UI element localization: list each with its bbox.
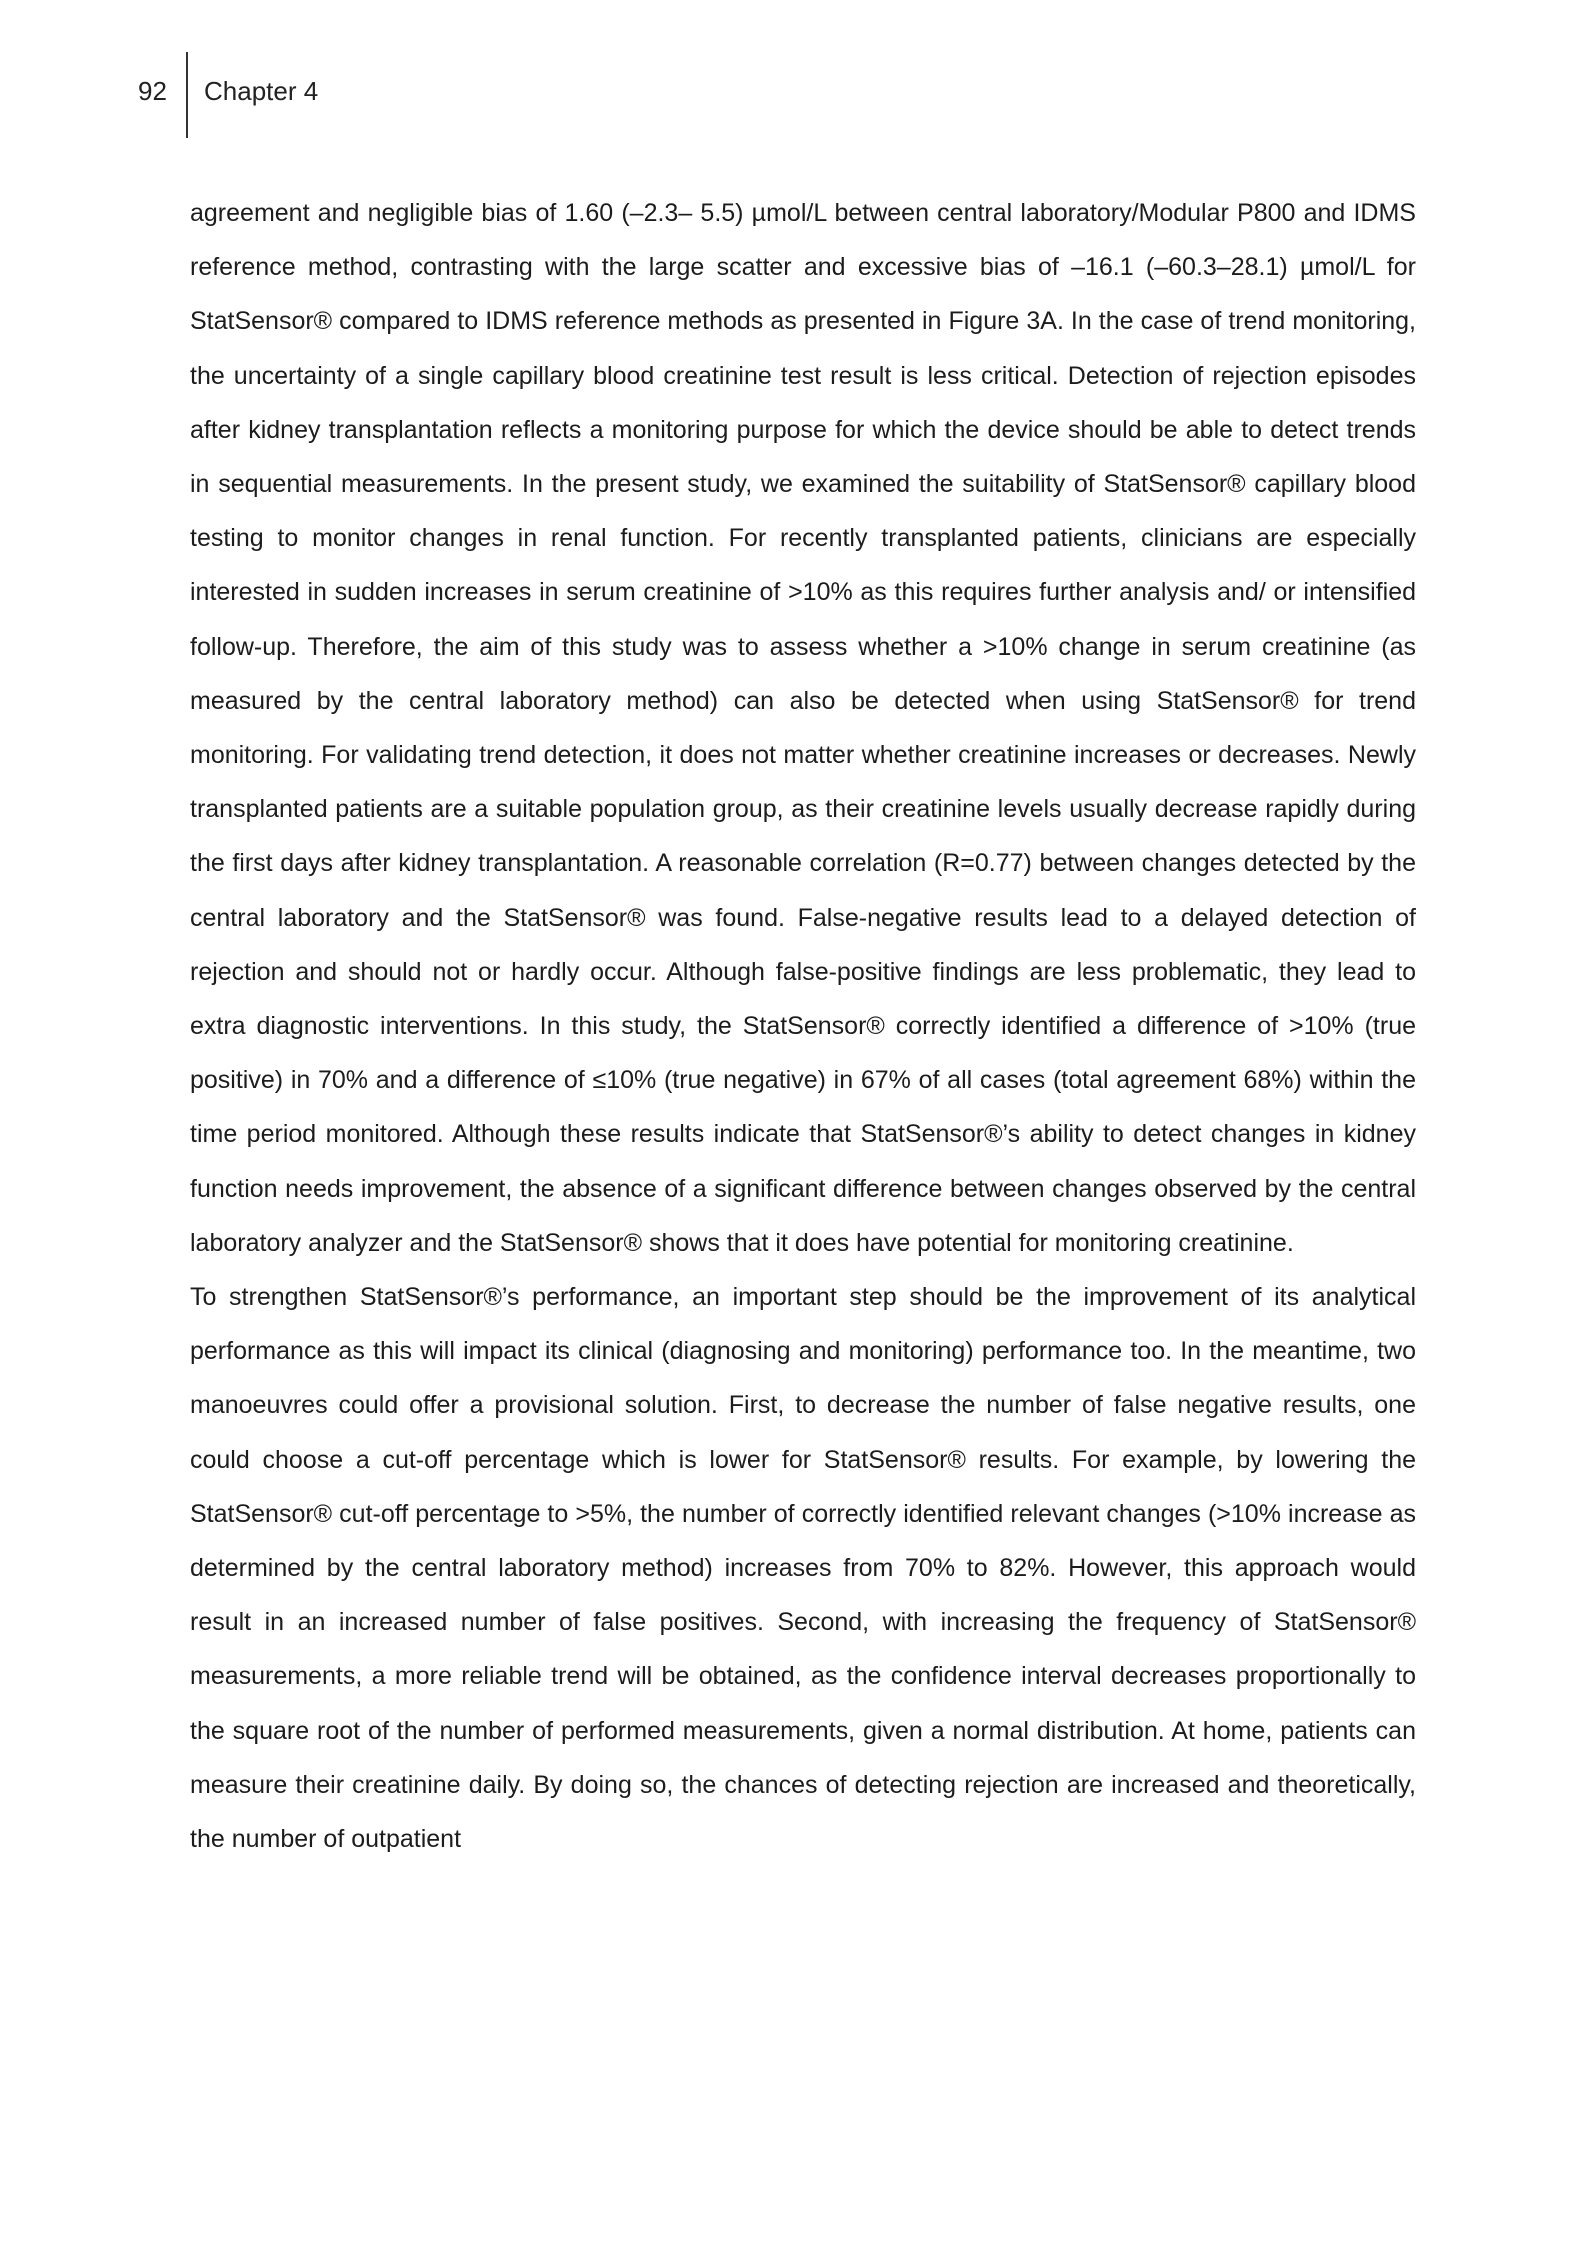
header-divider: [186, 52, 188, 138]
running-head: [0, 52, 1594, 142]
chapter-title: Chapter 4: [204, 76, 319, 106]
paragraph-1: agreement and negligible bias of 1.60 (–2.3– 5.5) µmol/L between central laboratory/Modular P800 and IDMS reference method, contrasting with the large scatter and excessive bias of –16.1 (–60.3–28.1) µmol/L for StatSensor® compared to IDMS reference methods as presented in Figure 3A. In the case of trend monitoring, the uncertainty of a single capillary blood creatinine test result is less critical. Detection of rejection episodes after kidney transplantation reflects a monitoring purpose for which the device should be able to detect trends in sequential measurements. In the present study, we examined the suitability of StatSensor® capillary blood testing to monitor changes in renal function. For recently transplanted patients, clinicians are especially interested in sudden increases in serum creatinine of >10% as this requires further analysis and/ or intensified follow-up. Therefore, the aim of this study was to assess whether a >10% change in serum creatinine (as measured by the central laboratory method) can also be detected when using StatSensor® for trend monitoring. For validating trend detection, it does not matter whether creatinine increases or decreases. Newly transplanted patients are a suitable population group, as their creatinine levels usually decrease rapidly during the first days after kidney transplantation. A reasonable correlation (R=0.77) between changes detected by the central laboratory and the StatSensor® was found. False-negative results lead to a delayed detection of rejection and should not or hardly occur. Although false-positive findings are less problematic, they lead to extra diagnostic interventions. In this study, the StatSensor® correctly identified a difference of >10% (true positive) in 70% and a difference of ≤10% (true negative) in 67% of all cases (total agreement 68%) within the time period monitored. Although these results indicate that StatSensor®’s ability to detect changes in kidney function needs improvement, the absence of a significant difference between changes observed by the central laboratory analyzer and the StatSensor® shows that it does have potential for monitoring creatinine.: [190, 199, 1416, 1257]
page-number: 92: [138, 76, 167, 106]
paragraph-2: To strengthen StatSensor®’s performance, an important step should be the improvement of its analytical performance as this will impact its clinical (diagnosing and monitoring) performance too. In the meantime, two manoeuvres could offer a provisional solution. First, to decrease the number of false negative results, one could choose a cut-off percentage which is lower for StatSensor® results. For example, by lowering the StatSensor® cut-off percentage to >5%, the number of correctly identified relevant changes (>10% increase as determined by the central laboratory method) increases from 70% to 82%. However, this approach would result in an increased number of false positives. Second, with increasing the frequency of StatSensor® measurements, a more reliable trend will be obtained, as the confidence interval decreases proportionally to the square root of the number of performed measurements, given a normal distribution. At home, patients can measure their creatinine daily. By doing so, the chances of detecting rejection are increased and theoretically, the number of outpatient: [190, 1283, 1416, 1854]
body-text: [190, 186, 1416, 1866]
